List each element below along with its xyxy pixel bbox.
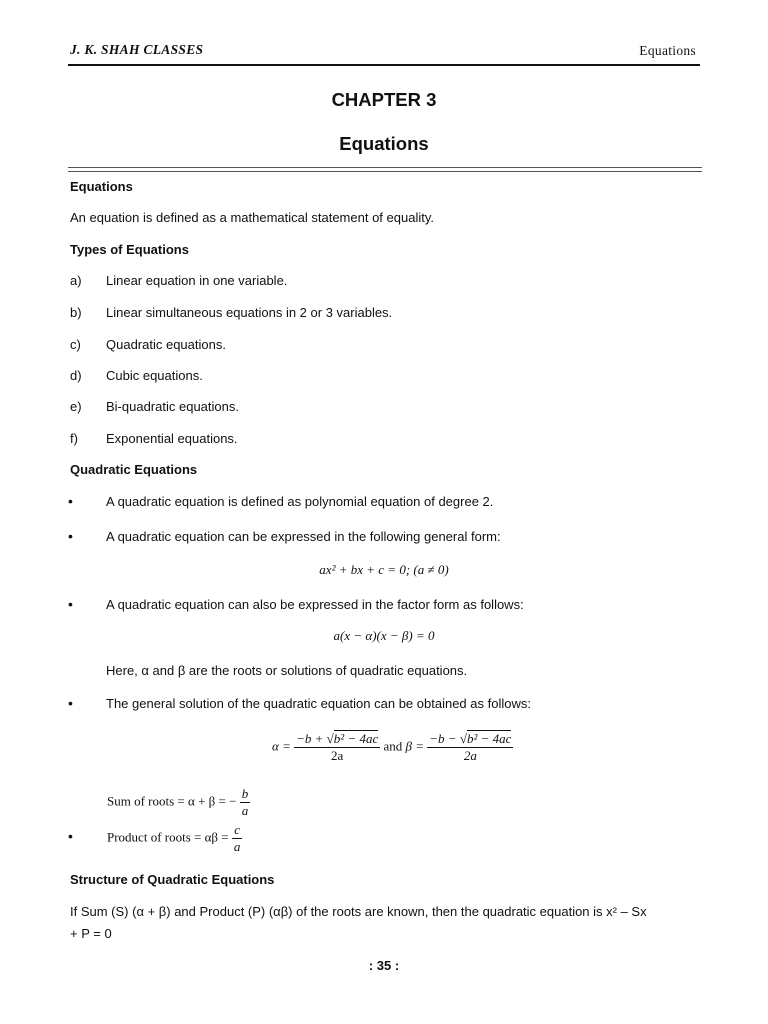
alpha-lhs: α = — [272, 738, 291, 754]
type-text: Cubic equations. — [106, 368, 203, 383]
page-title: Equations — [339, 133, 429, 154]
type-text: Bi-quadratic equations. — [106, 399, 239, 414]
product-denominator: a — [233, 839, 241, 854]
type-label: e) — [70, 399, 82, 414]
general-form-intro: A quadratic equation can be expressed in the following general form: — [106, 529, 501, 544]
bullet-icon: • — [68, 528, 73, 544]
beta-numerator: −b − √ — [429, 731, 467, 746]
factor-form-equation: a(x − α)(x − β) = 0 — [333, 628, 435, 643]
product-lhs: Product of roots = αβ = — [107, 829, 229, 845]
beta-lhs: β = — [405, 738, 425, 754]
type-text: Linear equation in one variable. — [106, 273, 288, 288]
header-left: J. K. SHAH CLASSES — [70, 42, 204, 57]
bullet-icon: • — [68, 695, 73, 711]
bullet-icon: • — [68, 596, 73, 612]
type-label: c) — [70, 337, 81, 352]
general-solution-intro: The general solution of the quadratic equation can be obtained as follows: — [106, 696, 531, 711]
product-fraction — [232, 822, 243, 855]
title-divider — [68, 167, 702, 172]
alpha-numerator: −b + √ — [296, 731, 334, 746]
product-of-roots — [107, 822, 242, 855]
sum-denominator: a — [241, 803, 249, 818]
sum-numerator: b — [241, 786, 249, 801]
roots-note: Here, α and β are the roots or solutions of quadratic equations. — [106, 663, 468, 678]
bullet-icon: • — [68, 493, 73, 509]
quadratic-formula — [272, 731, 513, 764]
beta-fraction — [427, 731, 513, 764]
alpha-fraction — [294, 731, 380, 764]
chapter-title: CHAPTER 3 — [331, 89, 437, 110]
alpha-denominator: 2a — [331, 748, 344, 763]
alpha-radicand: b² − 4ac — [333, 731, 379, 746]
general-form-equation: ax² + bx + c = 0; (a ≠ 0) — [319, 562, 449, 577]
quadratic-heading: Quadratic Equations — [70, 462, 198, 477]
beta-denominator: 2a — [463, 748, 477, 763]
page-number: : 35 : — [368, 958, 400, 973]
structure-line-1: If Sum (S) (α + β) and Product (P) (αβ) of the roots are known, then the quadratic equation is x² – Sx — [70, 904, 647, 919]
equations-definition: An equation is defined as a mathematical statement of equality. — [70, 210, 434, 225]
type-label: b) — [70, 305, 82, 320]
quadratic-definition: A quadratic equation is defined as polynomial equation of degree 2. — [106, 494, 494, 509]
beta-radicand: b² − 4ac — [466, 731, 512, 746]
sum-of-roots — [107, 786, 250, 819]
bullet-icon: • — [68, 828, 73, 844]
equations-heading: Equations — [70, 179, 133, 194]
type-text: Exponential equations. — [106, 431, 238, 446]
type-label: f) — [70, 431, 78, 446]
sum-lhs: Sum of roots = α + β = − — [107, 793, 237, 809]
sum-fraction — [240, 786, 251, 819]
types-heading: Types of Equations — [70, 242, 189, 257]
and-word: and — [383, 738, 403, 754]
type-label: a) — [70, 273, 82, 288]
structure-heading: Structure of Quadratic Equations — [70, 872, 275, 887]
header-right: Equations — [639, 43, 696, 58]
type-text: Quadratic equations. — [106, 337, 226, 352]
factor-form-intro: A quadratic equation can also be expressed in the factor form as follows: — [106, 597, 524, 612]
header-rule — [68, 64, 700, 66]
type-text: Linear simultaneous equations in 2 or 3 variables. — [106, 305, 393, 320]
product-numerator: c — [232, 822, 243, 839]
structure-line-2: + P = 0 — [70, 926, 112, 941]
type-label: d) — [70, 368, 82, 383]
